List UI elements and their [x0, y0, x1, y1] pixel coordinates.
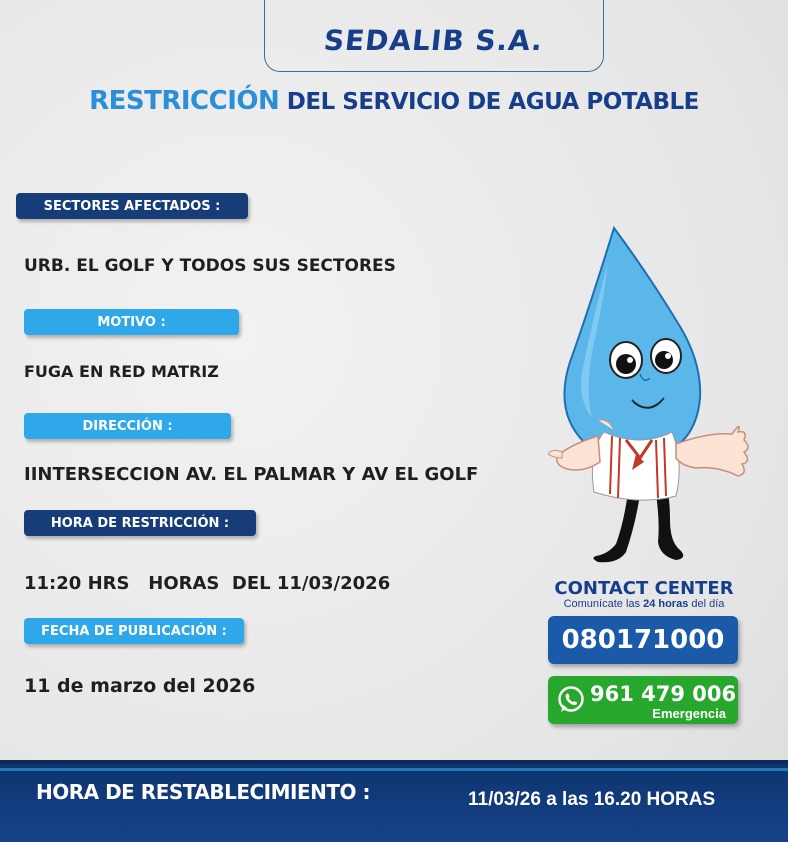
contact-phone-button[interactable]: 080171000 [548, 616, 738, 664]
whatsapp-label: Emergencia [652, 706, 726, 721]
whatsapp-icon [556, 685, 586, 715]
motivo-value: FUGA EN RED MATRIZ [24, 362, 219, 381]
water-drop-mascot [548, 222, 758, 568]
restablecimiento-label: HORA DE RESTABLECIMIENTO : [36, 780, 370, 804]
page-title [0, 86, 788, 116]
sectores-label: SECTORES AFECTADOS : [16, 193, 248, 219]
subtitle-pre: Comunícate las [563, 598, 641, 610]
direccion-value: IINTERSECCION AV. EL PALMAR Y AV EL GOLF [24, 464, 479, 485]
title-part1: RESTRICCIÓN [89, 86, 280, 116]
subtitle-post: del día [691, 598, 725, 610]
hora-value: 11:20 HRS HORAS DEL 11/03/2026 [24, 573, 391, 594]
fecha-value: 11 de marzo del 2026 [24, 675, 256, 697]
contact-center-title: CONTACT CENTER [554, 578, 734, 599]
footer-stripe [0, 768, 788, 771]
logo-box [264, 0, 604, 72]
direccion-label: DIRECCIÓN : [24, 413, 231, 439]
motivo-label: MOTIVO : [24, 309, 239, 335]
subtitle-bold: 24 horas [643, 598, 689, 610]
hora-label: HORA DE RESTRICCIÓN : [24, 510, 256, 536]
title-part2: DEL SERVICIO DE AGUA POTABLE [286, 89, 699, 115]
whatsapp-emergency-button[interactable] [548, 676, 738, 724]
whatsapp-number: 961 479 006 [590, 682, 737, 706]
contact-center-subtitle [540, 598, 748, 610]
fecha-label: FECHA DE PUBLICACIÓN : [24, 618, 244, 644]
brand-logo: SEDALIB S.A. [322, 24, 546, 57]
restablecimiento-value: 11/03/26 a las 16.20 HORAS [468, 789, 716, 810]
sectores-value: URB. EL GOLF Y TODOS SUS SECTORES [24, 256, 396, 276]
